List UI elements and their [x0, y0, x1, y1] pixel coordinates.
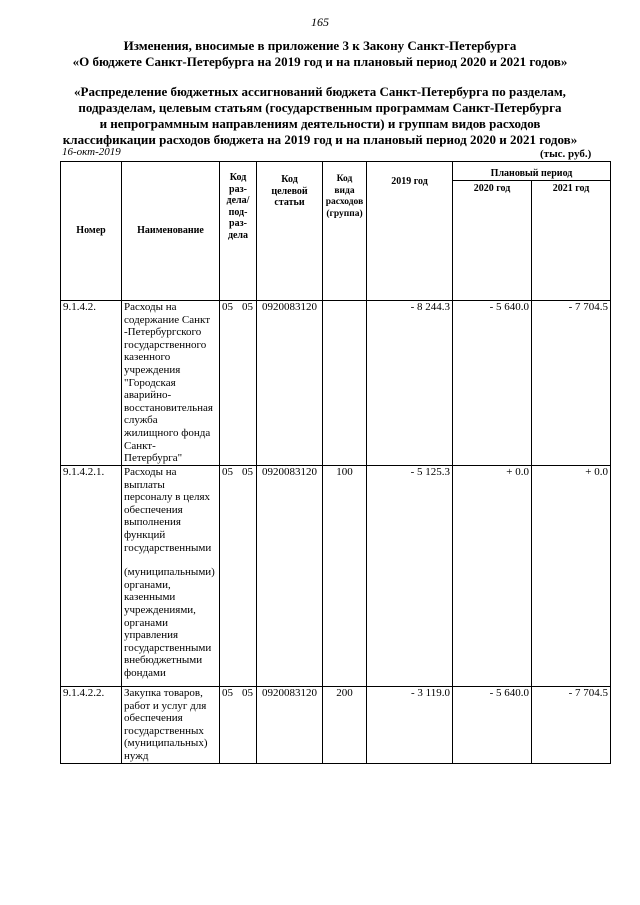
- document-title: [40, 38, 600, 70]
- header-name: Наименование: [122, 162, 220, 301]
- row-value-2019: - 5 125.3: [367, 466, 453, 687]
- budget-table: [60, 161, 611, 764]
- header-2019: 2019 год: [367, 162, 453, 301]
- row-value-2021: - 7 704.5: [532, 687, 611, 764]
- header-expense-group: Код вида расходов (группа): [323, 162, 367, 301]
- row-name: Расходы на выплаты персоналу в целях обеспечения выполнения функций государственными (муниципальными) органами, казенными учреждениями, органами управления государственными внебюджетными фондами: [122, 466, 220, 687]
- header-plan-period: Плановый период: [453, 162, 611, 181]
- table-row: [61, 466, 611, 687]
- row-value-2020: + 0.0: [453, 466, 532, 687]
- row-value-2021: + 0.0: [532, 466, 611, 687]
- row-value-2021: - 7 704.5: [532, 301, 611, 466]
- row-section-code: 05 05: [220, 466, 257, 687]
- header-row: [61, 162, 611, 181]
- header-target-code: Код целевой статьи: [257, 162, 323, 301]
- row-name: Расходы на содержание Санкт -Петербургского государственного казенного учреждения "Городская аварийно- восстановительная служба жилищного фонда Санкт- Петербурга": [122, 301, 220, 466]
- page-number: 165: [311, 15, 329, 29]
- table-row: [61, 687, 611, 764]
- header-section-code: Код раз- дела/ под- раз- дела: [220, 162, 257, 301]
- row-value-2019: - 3 119.0: [367, 687, 453, 764]
- row-target-code: 0920083120: [257, 301, 323, 466]
- row-name: Закупка товаров, работ и услуг для обеспечения государственных (муниципальных) нужд: [122, 687, 220, 764]
- appendix-title-line: подразделам, целевым статьям (государственным программам Санкт-Петербурга: [78, 100, 562, 115]
- header-number: Номер: [61, 162, 122, 301]
- title-line: «О бюджете Санкт-Петербурга на 2019 год и на плановый период 2020 и 2021 годов»: [72, 54, 568, 69]
- units-label: (тыс. руб.): [540, 148, 592, 160]
- row-section-code: 05 05: [220, 687, 257, 764]
- row-value-2020: - 5 640.0: [453, 687, 532, 764]
- header-2021: 2021 год: [532, 181, 611, 301]
- table-row: [61, 301, 611, 466]
- row-expense-group: [323, 301, 367, 466]
- appendix-title: [40, 84, 600, 148]
- document-date: 16-окт-2019: [62, 146, 121, 158]
- row-number: 9.1.4.2.2.: [61, 687, 122, 764]
- row-number: 9.1.4.2.1.: [61, 466, 122, 687]
- row-number: 9.1.4.2.: [61, 301, 122, 466]
- appendix-title-line: и непрограммным направлениям деятельности) и группам видов расходов: [99, 116, 541, 131]
- row-value-2019: - 8 244.3: [367, 301, 453, 466]
- appendix-title-line: «Распределение бюджетных ассигнований бюджета Санкт-Петербурга по разделам,: [74, 84, 566, 99]
- row-value-2020: - 5 640.0: [453, 301, 532, 466]
- row-section-code: 05 05: [220, 301, 257, 466]
- header-2020: 2020 год: [453, 181, 532, 301]
- row-target-code: 0920083120: [257, 687, 323, 764]
- row-expense-group: 100: [323, 466, 367, 687]
- row-target-code: 0920083120: [257, 466, 323, 687]
- title-line: Изменения, вносимые в приложение 3 к Закону Санкт-Петербурга: [123, 38, 517, 53]
- appendix-title-line: классификации расходов бюджета на 2019 год и на плановый период 2020 и 2021 годов»: [62, 132, 578, 147]
- row-expense-group: 200: [323, 687, 367, 764]
